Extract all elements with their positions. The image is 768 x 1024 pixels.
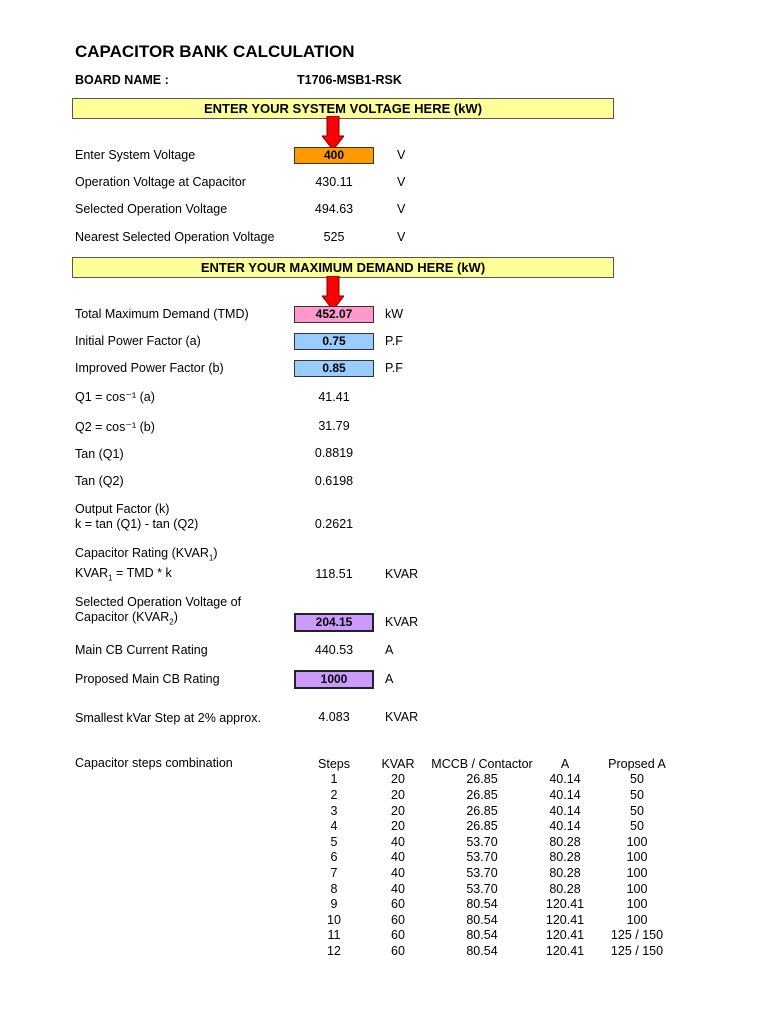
selected-capacitor-label — [75, 595, 241, 630]
table-row — [300, 834, 680, 850]
q1-value: 41.41 — [318, 390, 350, 404]
capacitor-rating-label — [75, 546, 217, 585]
table-cell: 53.70 — [466, 850, 498, 865]
table-cell: 125 / 150 — [610, 943, 664, 958]
capacitor-rating-value: 118.51 — [315, 567, 353, 581]
improved-pf-unit: P.F — [385, 361, 403, 375]
table-cell: 80.54 — [466, 928, 498, 943]
q2-label: Q2 = cos⁻¹ (b) — [75, 420, 155, 434]
nearest-voltage-label: Nearest Selected Operation Voltage — [75, 230, 275, 244]
selected-capacitor-unit: KVAR — [385, 615, 419, 629]
board-name-label: BOARD NAME : — [75, 73, 169, 87]
table-cell: 2 — [330, 787, 338, 802]
capacitor-voltage-label: Operation Voltage at Capacitor — [75, 175, 246, 189]
selected-capacitor-title: Selected Operation Voltage of — [75, 595, 242, 609]
capacitor-rating-title: Capacitor Rating $(KVAR_1)$ — [75, 546, 218, 563]
initial-pf-unit: P.F — [385, 334, 403, 348]
table-cell: 80.28 — [549, 850, 581, 865]
board-name-value: T1706-MSB1-RSK — [297, 73, 402, 87]
improved-pf-input[interactable]: 0.85 — [294, 360, 374, 377]
output-factor-value: 0.2621 — [314, 517, 354, 531]
table-cell: 40 — [391, 865, 405, 880]
table-cell: 40.14 — [549, 819, 581, 834]
steps-table — [300, 756, 680, 959]
smallest-step-unit: KVAR — [385, 710, 419, 724]
initial-pf-label: Initial Power Factor (a) — [75, 334, 201, 348]
improved-pf-label: Improved Power Factor (b) — [75, 361, 224, 375]
q2-value: 31.79 — [318, 419, 350, 433]
table-cell: 50 — [630, 819, 644, 834]
nearest-voltage-unit: V — [397, 230, 406, 244]
table-row — [300, 928, 680, 944]
page-title: CAPACITOR BANK CALCULATION — [75, 42, 355, 61]
table-cell: 80.28 — [549, 834, 581, 849]
table-cell: 40.14 — [549, 803, 581, 818]
selected-capacitor-title-2: Capacitor $(KVAR_2)$ — [75, 610, 178, 627]
table-cell: 3 — [330, 803, 338, 818]
proposed-cb-label: Proposed Main CB Rating — [75, 672, 220, 686]
table-cell: 100 — [626, 834, 648, 849]
table-cell: 26.85 — [466, 772, 498, 787]
output-factor-label — [75, 502, 198, 532]
table-cell: 50 — [630, 772, 644, 787]
column-header: KVAR — [381, 756, 415, 771]
table-cell: 80.54 — [466, 943, 498, 958]
column-header: MCCB / Contactor — [431, 756, 533, 771]
table-cell: 80.54 — [466, 897, 498, 912]
table-cell: 100 — [626, 881, 648, 896]
smallest-step-label: Smallest kVar Step at 2% approx. — [75, 711, 261, 725]
table-cell: 50 — [630, 787, 644, 802]
steps-combination-label: Capacitor steps combination — [75, 756, 233, 770]
table-cell: 50 — [630, 803, 644, 818]
table-cell: 26.85 — [466, 803, 498, 818]
system-voltage-input[interactable]: 400 — [294, 147, 374, 164]
table-cell: 6 — [330, 850, 338, 865]
main-cb-unit: A — [385, 643, 394, 657]
steps-table-header — [300, 756, 680, 772]
table-cell: 11 — [327, 928, 341, 943]
table-cell: 40 — [391, 850, 405, 865]
table-cell: 20 — [391, 803, 405, 818]
smallest-step-value: 4.083 — [318, 710, 350, 724]
tmd-unit: kW — [385, 307, 404, 321]
output-factor-title: Output Factor (k) — [75, 502, 170, 516]
table-cell: 80.54 — [466, 912, 498, 927]
table-cell: 40.14 — [549, 772, 581, 787]
table-cell: 8 — [330, 881, 338, 896]
table-cell: 40 — [391, 881, 405, 896]
table-cell: 9 — [330, 897, 338, 912]
selected-voltage-unit: V — [397, 202, 406, 216]
table-cell: 80.28 — [549, 881, 581, 896]
output-factor-formula: k = tan (Q1) - tan (Q2) — [75, 517, 199, 531]
table-cell: 80.28 — [549, 865, 581, 880]
table-cell: 1 — [330, 772, 338, 787]
capacitor-rating-formula: $KVAR_1$ = TMD * k — [75, 565, 172, 582]
nearest-voltage-value: 525 — [323, 230, 345, 244]
table-cell: 5 — [330, 834, 338, 849]
table-cell: 40.14 — [549, 787, 581, 802]
table-cell: 26.85 — [466, 819, 498, 834]
arrow-down-icon — [322, 276, 344, 310]
table-cell: 100 — [626, 897, 648, 912]
main-cb-label: Main CB Current Rating — [75, 643, 208, 657]
tmd-label: Total Maximum Demand (TMD) — [75, 307, 249, 321]
capacitor-voltage-unit: V — [397, 175, 406, 189]
capacitor-voltage-value: 430.11 — [315, 175, 353, 189]
tan-q1-value: 0.8819 — [314, 446, 354, 460]
selected-voltage-label: Selected Operation Voltage — [75, 202, 228, 216]
table-cell: 60 — [391, 943, 405, 958]
main-cb-value: 440.53 — [314, 643, 354, 657]
table-cell: 7 — [330, 865, 338, 880]
table-row — [300, 850, 680, 866]
table-cell: 120.41 — [545, 897, 585, 912]
table-cell: 100 — [626, 912, 648, 927]
table-cell: 4 — [330, 819, 338, 834]
table-row — [300, 943, 680, 959]
table-cell: 100 — [626, 865, 648, 880]
table-cell: 60 — [391, 912, 405, 927]
table-cell: 40 — [391, 834, 405, 849]
table-row — [300, 896, 680, 912]
tan-q2-label: Tan (Q2) — [75, 474, 124, 488]
table-row — [300, 818, 680, 834]
table-row — [300, 803, 680, 819]
proposed-cb-value: 1000 — [294, 670, 374, 689]
q1-label: Q1 = cos⁻¹ (a) — [75, 390, 155, 404]
table-cell: 20 — [391, 772, 405, 787]
table-cell: 125 / 150 — [610, 928, 664, 943]
selected-capacitor-value: 204.15 — [294, 613, 374, 632]
proposed-cb-unit: A — [385, 672, 394, 686]
table-cell: 60 — [391, 897, 405, 912]
system-voltage-unit: V — [397, 148, 406, 162]
table-cell: 26.85 — [466, 787, 498, 802]
system-voltage-label: Enter System Voltage — [75, 148, 196, 162]
table-row — [300, 912, 680, 928]
table-cell: 53.70 — [466, 881, 498, 896]
table-cell: 10 — [327, 912, 341, 927]
table-row — [300, 865, 680, 881]
table-cell: 53.70 — [466, 834, 498, 849]
table-cell: 100 — [626, 850, 648, 865]
table-row — [300, 787, 680, 803]
table-cell: 20 — [391, 819, 405, 834]
demand-instruction-banner: ENTER YOUR MAXIMUM DEMAND HERE (kW) — [72, 257, 614, 278]
table-cell: 120.41 — [545, 943, 585, 958]
selected-voltage-value: 494.63 — [314, 202, 354, 216]
table-cell: 120.41 — [545, 928, 585, 943]
capacitor-rating-unit: KVAR — [385, 567, 419, 581]
table-cell: 53.70 — [466, 865, 498, 880]
column-header: Propsed A — [608, 756, 666, 771]
voltage-instruction-banner: ENTER YOUR SYSTEM VOLTAGE HERE (kW) — [72, 98, 614, 119]
tmd-input[interactable]: 452.07 — [294, 306, 374, 323]
initial-pf-input[interactable]: 0.75 — [294, 333, 374, 350]
tan-q2-value: 0.6198 — [314, 474, 354, 488]
tan-q1-label: Tan (Q1) — [75, 447, 124, 461]
table-cell: 12 — [327, 943, 341, 958]
column-header: A — [560, 756, 570, 771]
column-header: Steps — [318, 756, 350, 771]
table-row — [300, 881, 680, 897]
table-cell: 60 — [391, 928, 405, 943]
table-row — [300, 772, 680, 788]
table-cell: 20 — [391, 787, 405, 802]
arrow-down-icon — [322, 116, 344, 150]
table-cell: 120.41 — [545, 912, 585, 927]
